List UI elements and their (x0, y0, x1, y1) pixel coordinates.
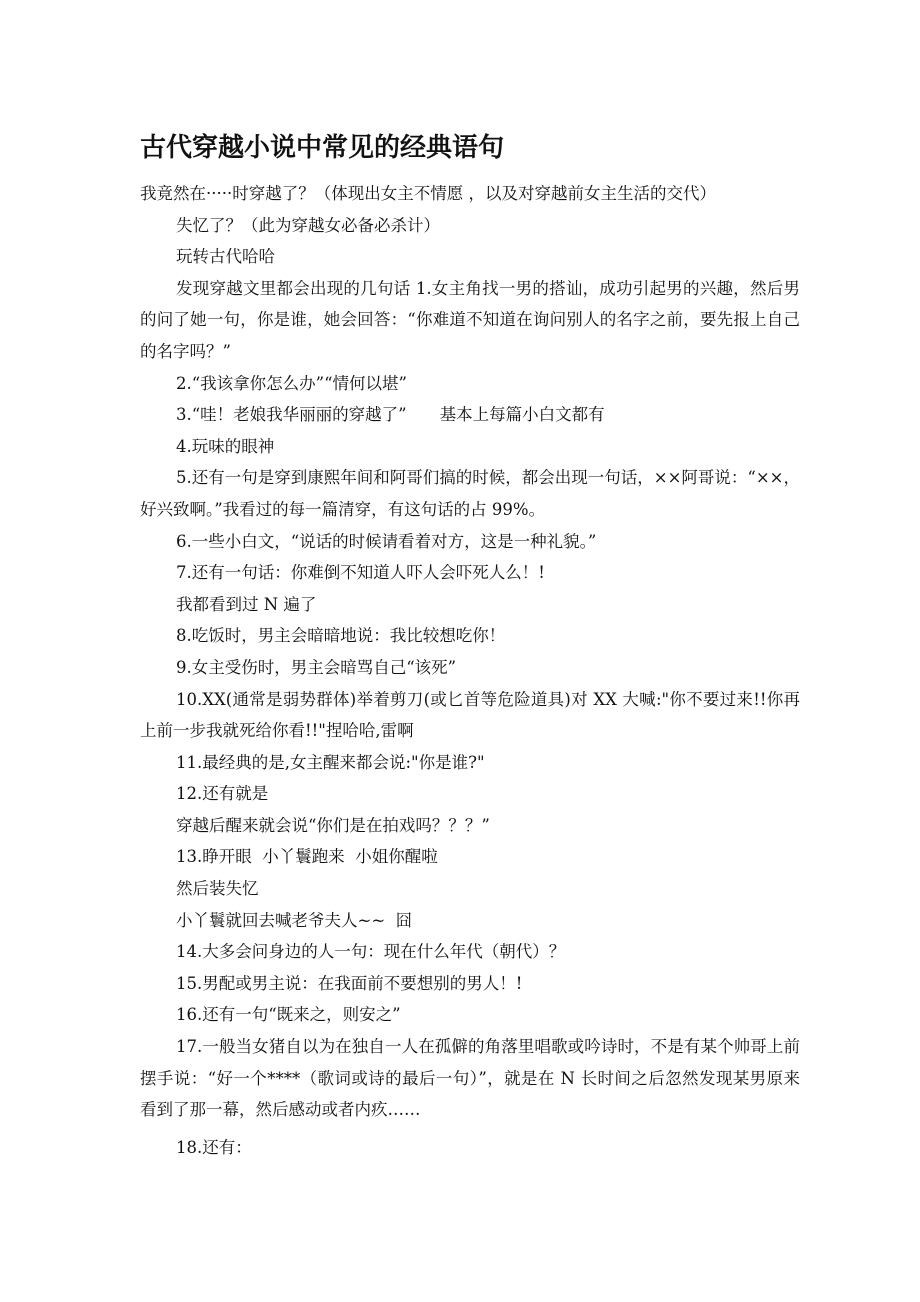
paragraph-6: 3.“哇！老娘我华丽丽的穿越了” 基本上每篇小白文都有 (176, 405, 605, 425)
paragraph-4: 发现穿越文里都会出现的几句话 1.女主角找一男的搭讪，成功引起男的兴趣，然后男的问了她一句，你是谁，她会回答：“你难道不知道在询问别人的名字之前，要先报上自己的名字吗？” (140, 278, 800, 361)
paragraph-9: 6.一些小白文，“说话的时候请看着对方，这是一种礼貌。” (176, 531, 597, 551)
paragraph-10: 7.还有一句话：你难倒不知道人吓人会吓死人么！! (176, 563, 545, 583)
paragraph-11: 我都看到过 N 遍了 (176, 594, 317, 614)
paragraph-21: 14.大多会问身边的人一句：现在什么年代（朝代）？ (176, 942, 566, 962)
paragraph-13: 9.女主受伤时，男主会暗骂自己“该死” (176, 657, 457, 677)
paragraph-7: 4.玩味的眼神 (176, 436, 275, 456)
document-title: 古代穿越小说中常见的经典语句 (140, 133, 505, 163)
paragraph-3: 玩转古代哈哈 (176, 247, 275, 267)
paragraph-12: 8.吃饭时，男主会暗暗地说：我比较想吃你！ (176, 626, 506, 646)
paragraph-19: 然后装失忆 (176, 879, 259, 899)
paragraph-24: 17.一般当女猪自以为在独自一人在孤僻的角落里唱歌或吟诗时，不是有某个帅哥上前摆手说：“好一个****（歌词或诗的最后一句）”，就是在 N 长时间之后忽然发现某男原来看到了那一幕，然后感动或者内疚…… (140, 1037, 800, 1120)
paragraph-18: 13.睁开眼 小丫鬟跑来 小姐你醒啦 (176, 847, 438, 867)
paragraph-16: 12.还有就是 (176, 784, 269, 804)
document-body (140, 178, 800, 1163)
paragraph-15: 11.最经典的是,女主醒来都会说:"你是谁?" (176, 752, 485, 772)
paragraph-1: 我竟然在·····时穿越了？（体现出女主不情愿 ，以及对穿越前女主生活的交代） (140, 184, 716, 203)
paragraph-22: 15.男配或男主说：在我面前不要想别的男人！! (176, 973, 523, 993)
paragraph-25: 18.还有： (176, 1137, 252, 1157)
paragraph-5: 2.“我该拿你怎么办”“情何以堪” (176, 373, 407, 393)
paragraph-14: 10.XX(通常是弱势群体)举着剪刀(或匕首等危险道具)对 XX 大喊:"你不要过来!!你再上前一步我就死给你看!!"捏哈哈,雷啊 (140, 689, 800, 741)
paragraph-2: 失忆了？（此为穿越女必备必杀计） (176, 215, 440, 235)
paragraph-8: 5.还有一句是穿到康熙年间和阿哥们搞的时候，都会出现一句话，××阿哥说：“××，好兴致啊。”我看过的每一篇清穿，有这句话的占 99%。 (140, 468, 800, 519)
paragraph-23: 16.还有一句“既来之，则安之” (176, 1005, 401, 1025)
paragraph-17: 穿越后醒来就会说“你们是在拍戏吗？？？” (176, 815, 490, 835)
paragraph-20: 小丫鬟就回去喊老爷夫人~~ 囧 (176, 910, 413, 930)
